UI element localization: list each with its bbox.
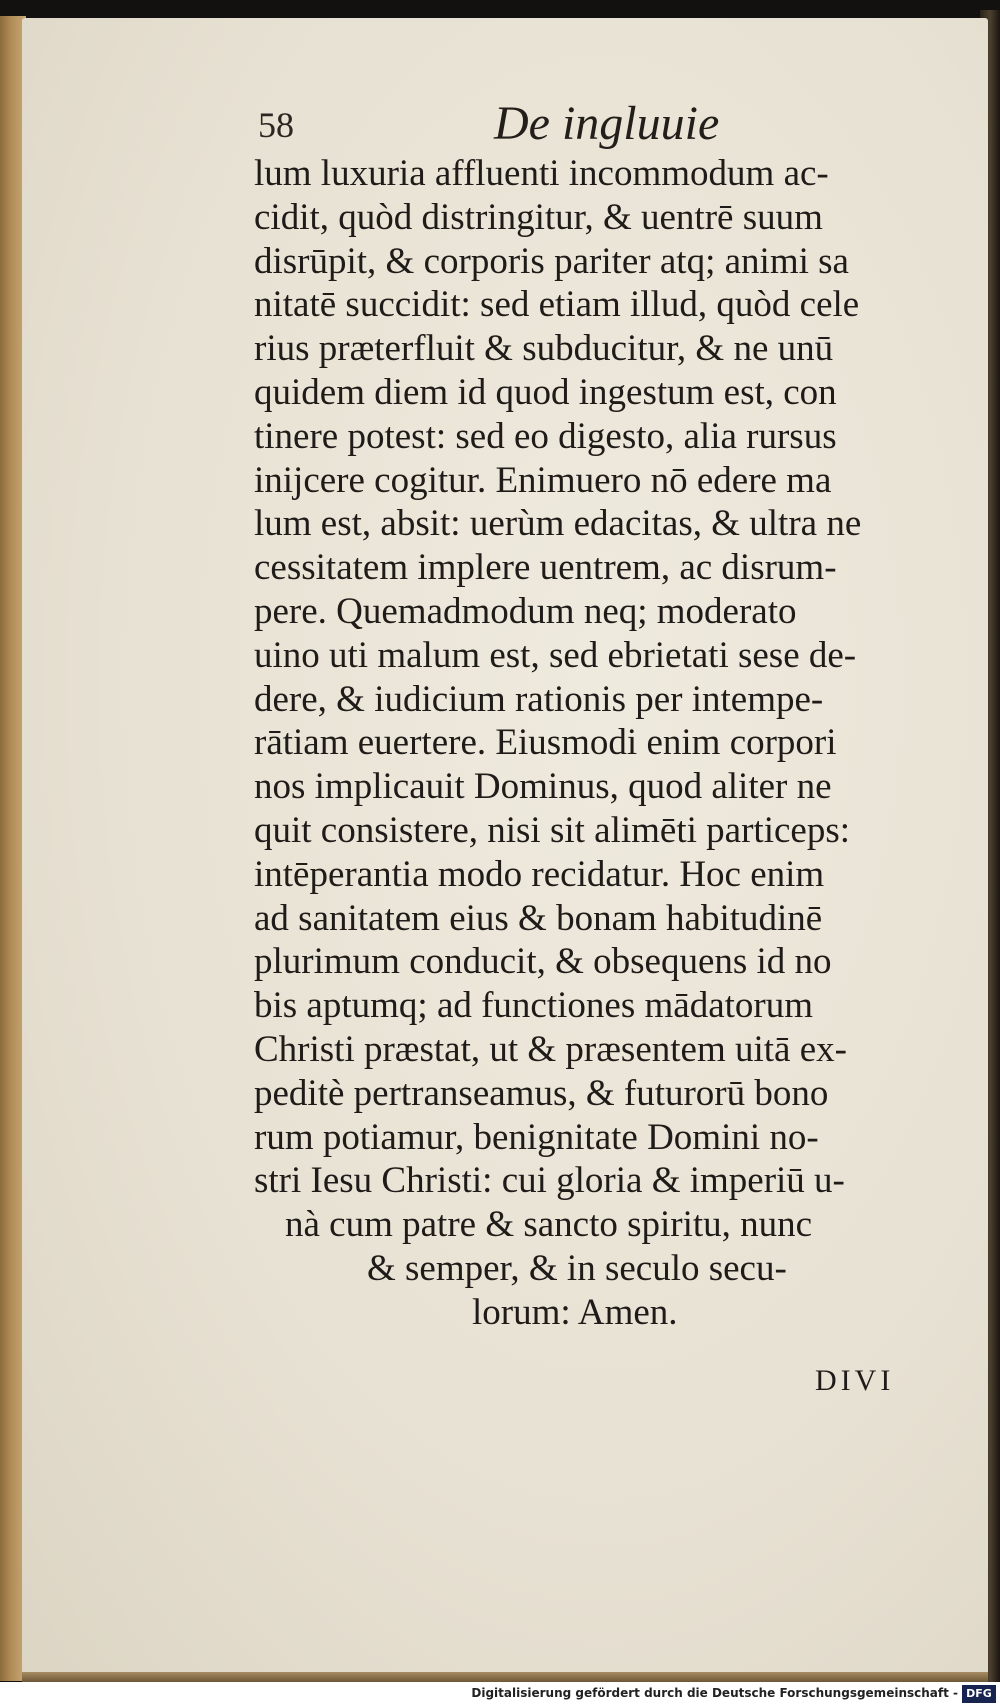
text-line: plurimum conducit, & obsequens id no bbox=[254, 941, 832, 983]
footer-credit: Digitalisierung gefördert durch die Deutsche Forschungsgemeinschaft - bbox=[471, 1686, 958, 1700]
text-line: inijcere cogitur. Enimuero nō edere ma bbox=[254, 459, 832, 501]
footer-bar bbox=[0, 1682, 1000, 1708]
running-title: De ingluuie bbox=[494, 97, 720, 150]
dfg-logo: DFG bbox=[962, 1685, 996, 1703]
text-line: quit consistere, nisi sit alimēti particeps: bbox=[254, 809, 850, 851]
text-line: pere. Quemadmodum neq; moderato bbox=[254, 590, 797, 632]
text-line: lum luxuria affluenti incommodum ac- bbox=[254, 153, 829, 194]
text-line: cessitatem implere uentrem, ac disrum- bbox=[254, 547, 837, 589]
page-number: 58 bbox=[258, 105, 294, 145]
text-line: nà cum patre & sancto spiritu, nunc bbox=[285, 1204, 813, 1246]
text-line: ad sanitatem eius & bonam habitudinē bbox=[254, 897, 823, 939]
text-line: uino uti malum est, sed ebrietati sese de- bbox=[254, 634, 857, 676]
text-line: quidem diem id quod ingestum est, con bbox=[254, 371, 837, 413]
text-line: nitatē succidit: sed etiam illud, quòd cele bbox=[254, 284, 860, 326]
text-line: rātiam euertere. Eiusmodi enim corpori bbox=[254, 722, 837, 764]
text-line: lorum: Amen. bbox=[472, 1291, 678, 1333]
text-line: & semper, & in seculo secu- bbox=[367, 1247, 787, 1289]
text-line: peditè pertranseamus, & futurorū bono bbox=[254, 1072, 829, 1114]
text-line: bis aptumq; ad functiones mādatorum bbox=[254, 985, 813, 1027]
text-line: dere, & iudicium rationis per intempe- bbox=[254, 678, 824, 720]
text-line: rum potiamur, benignitate Domini no- bbox=[254, 1116, 819, 1158]
page-header bbox=[258, 96, 778, 156]
text-line: Christi præstat, ut & præsentem uitā ex- bbox=[254, 1028, 847, 1070]
catchword: DIVI bbox=[815, 1364, 895, 1397]
text-line: rius præterfluit & subducitur, & ne unū bbox=[254, 328, 834, 370]
text-line: cidit, quòd distringitur, & uentrē suum bbox=[254, 196, 823, 238]
text-line: intēperantia modo recidatur. Hoc enim bbox=[254, 853, 825, 895]
text-line: stri Iesu Christi: cui gloria & imperiū u- bbox=[254, 1160, 845, 1202]
text-line: lum est, absit: uerùm edacitas, & ultra ne bbox=[254, 503, 862, 545]
text-line: tinere potest: sed eo digesto, alia rursus bbox=[254, 415, 837, 457]
text-line: nos implicauit Dominus, quod aliter ne bbox=[254, 766, 832, 808]
book-edge-bottom bbox=[22, 1672, 988, 1682]
text-line: disrūpit, & corporis pariter atq; animi sa bbox=[254, 240, 849, 282]
body-text bbox=[254, 152, 934, 1335]
